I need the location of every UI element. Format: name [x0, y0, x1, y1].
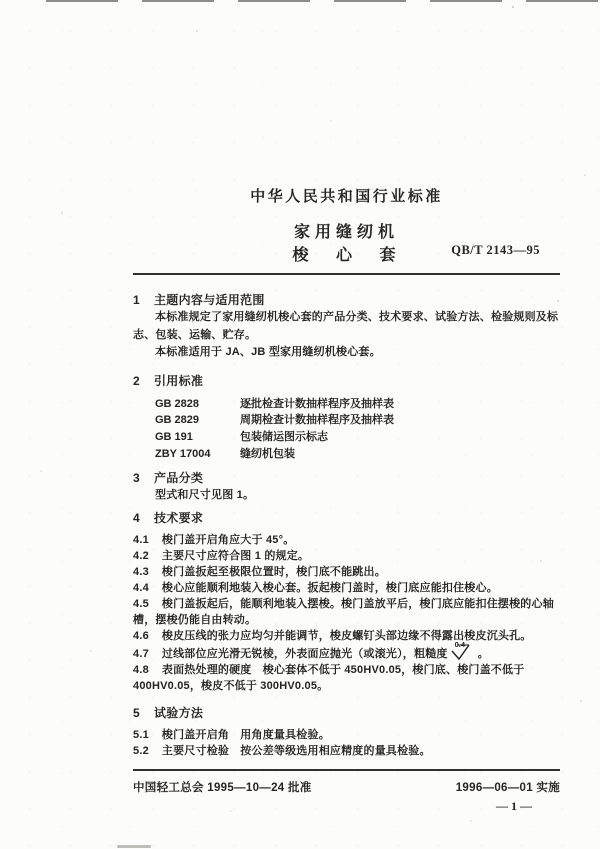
- referenced-standard-row: [133, 412, 560, 429]
- section-1-number: 1: [133, 293, 140, 307]
- surface-roughness-symbol: [450, 640, 476, 660]
- referenced-standard-row: [133, 446, 560, 463]
- clause-text: 主要尺寸应符合图 1 的规定。: [161, 550, 310, 563]
- clause-text: 表面热处理的硬度 梭心套体不低于 450HV0.05，梭门底、梭门盖不低于 400HV0.05，梭皮不低于 300HV0.05。: [133, 664, 525, 693]
- clause-4-3: [133, 564, 560, 580]
- roughness-check-icon: [450, 644, 476, 660]
- section-1-paragraph-2: 本标准适用于 JA、JB 型家用缝纫机梭心套。: [155, 346, 381, 358]
- clause-number: 4.6: [133, 630, 149, 643]
- section-3-number: 3: [133, 470, 140, 485]
- standard-type-heading: 中华人民共和国行业标准: [250, 188, 443, 205]
- standard-title: 缝纫机包装: [240, 447, 295, 460]
- clause-number: 5.2: [133, 745, 149, 758]
- referenced-standards-list: [133, 396, 560, 463]
- roughness-value: 0.4: [454, 640, 466, 650]
- implementation-note: 1996—06—01 实施: [455, 782, 560, 794]
- clause-text: 主要尺寸检验 按公差等级选用相应精度的量具检验。: [161, 745, 431, 758]
- scan-artifact-bottom-smudge: [117, 845, 151, 848]
- clause-4-2: [133, 548, 560, 564]
- standard-title: 周期检查计数抽样程序及抽样表: [240, 414, 394, 427]
- clause-number: 4.5: [133, 598, 149, 611]
- standard-code: GB 2829: [155, 414, 200, 427]
- clause-text: 梭门盖开启角 用角度量具检验。: [161, 729, 330, 742]
- section-4-clauses: [133, 532, 560, 694]
- footer-approval-row: [133, 779, 560, 795]
- standard-code: ZBY 17004: [155, 447, 211, 460]
- section-5-number: 5: [133, 706, 140, 721]
- section-2-title: 引用标准: [154, 373, 204, 388]
- section-4-number: 4: [133, 511, 140, 526]
- scan-noise-speckles: [0, 0, 2, 2]
- clause-text: 梭门盖扳起至极限位置时，梭门底不能跳出。: [161, 566, 386, 579]
- section-2-number: 2: [133, 373, 140, 388]
- section-5-title: 试验方法: [154, 706, 204, 721]
- referenced-standard-row: [133, 396, 560, 413]
- standard-code: GB 2828: [155, 397, 200, 410]
- clause-4-7: [133, 640, 560, 662]
- document-subtitle: 梭 心 套: [292, 247, 401, 264]
- standard-code: GB 191: [155, 431, 193, 444]
- header-divider: [133, 273, 560, 275]
- section-5-heading: [133, 705, 560, 722]
- clause-4-5: [133, 596, 560, 628]
- clause-5-1: [133, 727, 560, 743]
- section-3-paragraph-1: 型式和尺寸见图 1。: [155, 488, 255, 501]
- clause-number: 4.1: [133, 534, 149, 547]
- approval-note: 中国轻工总会 1995—10—24 批准: [133, 782, 312, 794]
- clause-number: 4.3: [133, 566, 149, 579]
- section-1-paragraph-1: 本标准规定了家用缝纫机梭心套的产品分类、技术要求、试验方法、检验规则及标志、包装、运输、贮存。: [133, 311, 559, 341]
- clause-text: 梭心应能顺利地装入梭心套。扳起梭门盖时，梭门底应能扣住梭心。: [161, 582, 498, 595]
- section-1-heading: [133, 292, 560, 309]
- clause-text: 梭门盖开启角应大于 45°。: [161, 534, 295, 547]
- document-footer: [133, 769, 560, 814]
- section-4-title: 技术要求: [154, 511, 204, 526]
- clause-4-6: [133, 628, 560, 644]
- standard-title: 包装储运图示标志: [240, 431, 328, 444]
- clause-text: 过线部位应光滑无锐棱，外表面应抛光（或滚光），粗糙度: [161, 648, 448, 661]
- clause-number: 4.4: [133, 582, 149, 595]
- clause-number: 4.8: [133, 664, 149, 677]
- section-2-heading: [133, 373, 560, 390]
- section-3-title: 产品分类: [154, 470, 204, 485]
- clause-number: 4.2: [133, 550, 149, 563]
- clause-4-4: [133, 580, 560, 596]
- clause-5-2: [133, 743, 560, 759]
- section-3-heading: [133, 470, 560, 487]
- clause-text: 梭门盖扳起后，能顺利地装入摆梭。梭门盖放平后，梭门底应能扣住摆梭的心轴槽，摆梭仍能自由转动。: [133, 598, 554, 627]
- footer-divider: [133, 769, 560, 771]
- section-4-heading: [133, 510, 560, 527]
- section-1-title: 主题内容与适用范围: [154, 293, 265, 307]
- clause-number: 5.1: [133, 729, 149, 742]
- clause-text: 梭皮压线的张力应均匀并能调节，梭皮螺钉头部边缘不得露出梭皮沉头孔。: [161, 630, 532, 643]
- document-title: 家用缝纫机: [293, 224, 399, 241]
- section-5-clauses: [133, 727, 560, 759]
- page-number: — 1 —: [496, 799, 532, 813]
- document-body: [133, 0, 560, 759]
- clause-4-1: [133, 532, 560, 548]
- standard-title: 逐批检查计数抽样程序及抽样表: [240, 397, 394, 410]
- clause-number: 4.7: [133, 648, 149, 661]
- clause-4-8: [133, 662, 560, 694]
- clause-text-suffix: 。: [477, 648, 489, 661]
- standard-number: QB/T 2143—95: [451, 243, 540, 257]
- referenced-standard-row: [133, 429, 560, 446]
